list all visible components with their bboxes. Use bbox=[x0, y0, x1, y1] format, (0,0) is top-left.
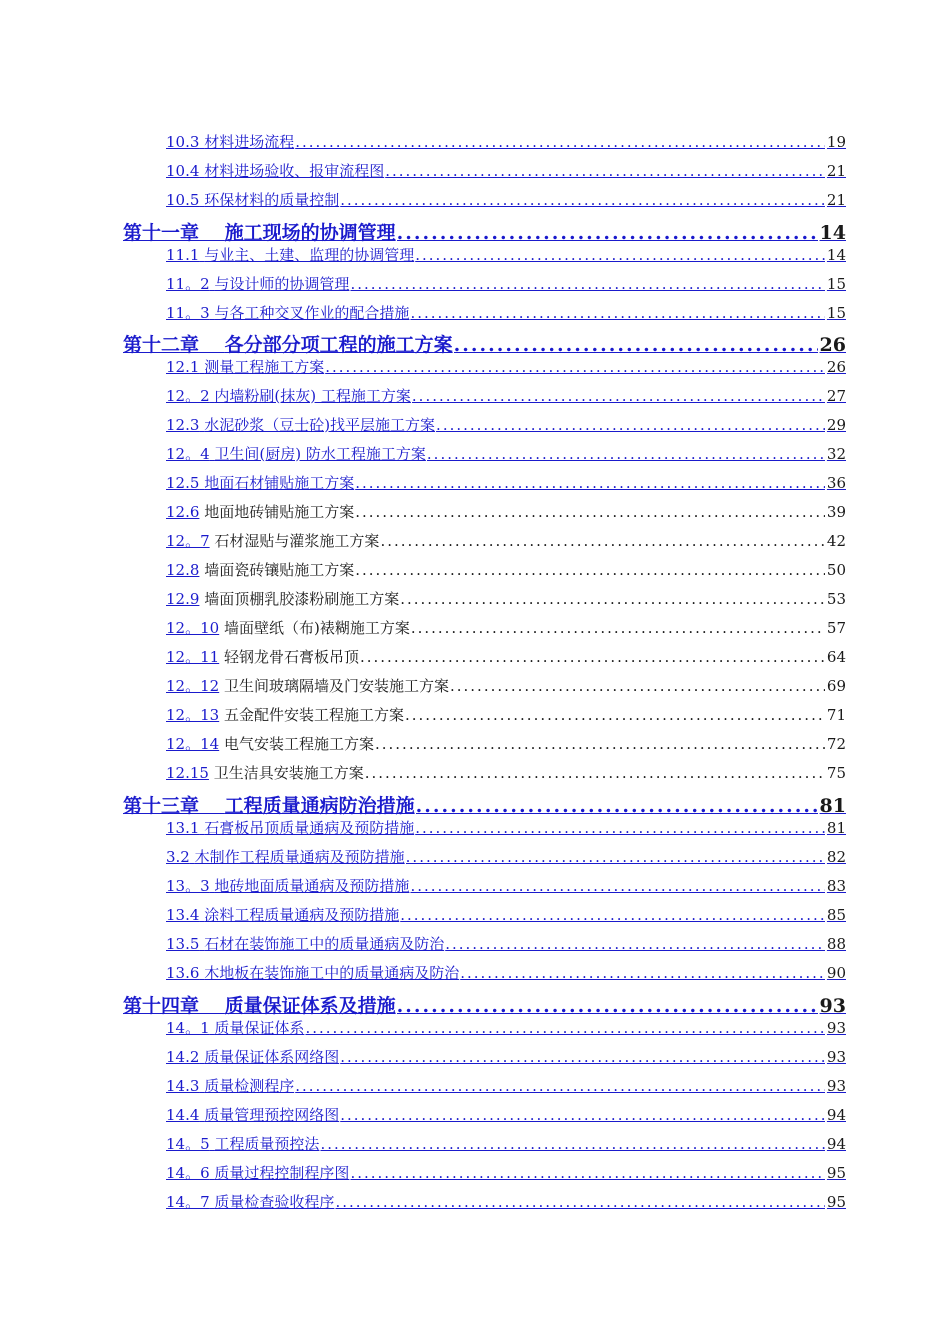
toc-page-number: 57 bbox=[826, 619, 846, 637]
toc-page-number: 72 bbox=[826, 735, 846, 753]
toc-entry-title bbox=[166, 1076, 294, 1096]
toc-page-number: 95 bbox=[826, 1193, 846, 1211]
toc-page-number: 26 bbox=[826, 358, 846, 376]
toc-section-entry[interactable] bbox=[166, 500, 846, 522]
dot-leader bbox=[380, 531, 824, 551]
toc-entry-number: 第十一章 bbox=[123, 222, 200, 244]
toc-entry-text: 与业主、土建、监理的协调管理 bbox=[204, 246, 415, 264]
toc-section-entry[interactable] bbox=[166, 587, 846, 609]
toc-page-number: 15 bbox=[826, 304, 846, 322]
toc-entry-title bbox=[166, 531, 379, 551]
toc-entry-number: 12。13 bbox=[166, 706, 220, 724]
toc-entry-text: 测量工程施工方案 bbox=[204, 358, 325, 376]
toc-page-number: 75 bbox=[826, 764, 846, 782]
dot-leader bbox=[436, 415, 825, 435]
toc-page-number: 83 bbox=[826, 877, 846, 895]
toc-section-entry[interactable] bbox=[166, 130, 846, 152]
dot-leader bbox=[340, 1105, 825, 1125]
toc-page-number: 15 bbox=[826, 275, 846, 293]
toc-entry-number: 3.2 bbox=[166, 848, 190, 866]
dot-leader bbox=[335, 1192, 824, 1212]
toc-entry-number: 12。12 bbox=[166, 677, 220, 695]
toc-entry-title bbox=[166, 705, 404, 725]
toc-entry-number: 13。3 bbox=[166, 877, 210, 895]
toc-entry-title bbox=[166, 647, 359, 667]
toc-entry-number: 13.5 bbox=[166, 935, 200, 953]
dot-leader bbox=[325, 357, 825, 377]
toc-page-number: 29 bbox=[826, 416, 846, 434]
toc-entry-text: 木地板在装饰施工中的质量通病及防治 bbox=[204, 964, 460, 982]
toc-entry-title bbox=[166, 303, 409, 323]
toc-page-number: 26 bbox=[819, 334, 846, 356]
toc-page-number: 93 bbox=[819, 995, 846, 1017]
toc-entry-number: 12。14 bbox=[166, 735, 220, 753]
toc-section-entry[interactable] bbox=[166, 413, 846, 435]
dot-leader bbox=[350, 1163, 824, 1183]
toc-section-entry[interactable] bbox=[166, 188, 846, 210]
dot-leader bbox=[415, 245, 825, 265]
toc-entry-number: 第十四章 bbox=[123, 995, 200, 1017]
toc-entry-text: 木制作工程质量通病及预防措施 bbox=[194, 848, 405, 866]
toc-entry-text: 卫生间(厨房) 防水工程施工方案 bbox=[214, 445, 426, 463]
toc-entry-number: 14。1 bbox=[166, 1019, 210, 1037]
toc-entry-number: 12.15 bbox=[166, 764, 209, 782]
toc-entry-title bbox=[166, 1192, 334, 1212]
toc-entry-text: 材料进场流程 bbox=[204, 133, 295, 151]
toc-entry-title bbox=[123, 794, 415, 818]
toc-section-entry[interactable] bbox=[166, 761, 846, 783]
dot-leader bbox=[365, 763, 825, 783]
toc-entry-title bbox=[166, 876, 409, 896]
toc-entry-text: 卫生洁具安装施工方案 bbox=[213, 764, 364, 782]
toc-entry-text: 地面石材铺贴施工方案 bbox=[204, 474, 355, 492]
toc-entry-text: 环保材料的质量控制 bbox=[204, 191, 340, 209]
toc-page-number: 69 bbox=[826, 677, 846, 695]
dot-leader bbox=[412, 386, 825, 406]
toc-section-entry[interactable] bbox=[166, 732, 846, 754]
toc-section-entry[interactable] bbox=[166, 816, 846, 838]
dot-leader bbox=[410, 303, 824, 323]
toc-entry-text: 水泥砂浆（豆士砼)找平层施工方案 bbox=[204, 416, 436, 434]
toc-entry-number: 12。2 bbox=[166, 387, 210, 405]
toc-entry-text: 轻钢龙骨石膏板吊顶 bbox=[223, 648, 359, 666]
toc-entry-title bbox=[123, 333, 453, 357]
dot-leader bbox=[415, 818, 825, 838]
toc-entry-title bbox=[166, 415, 435, 435]
toc-entry-text: 与设计师的协调管理 bbox=[214, 275, 350, 293]
toc-page-number: 42 bbox=[826, 532, 846, 550]
toc-entry-number: 14。6 bbox=[166, 1164, 210, 1182]
toc-entry-number: 12。7 bbox=[166, 532, 210, 550]
toc-page-number: 39 bbox=[826, 503, 846, 521]
dot-leader bbox=[450, 676, 825, 696]
toc-section-entry[interactable] bbox=[166, 674, 846, 696]
toc-page-number: 94 bbox=[826, 1106, 846, 1124]
toc-section-entry[interactable] bbox=[166, 1161, 846, 1183]
dot-leader bbox=[445, 934, 825, 954]
toc-entry-number: 12.5 bbox=[166, 474, 200, 492]
toc-chapter-entry[interactable] bbox=[123, 792, 846, 818]
toc-entry-title bbox=[166, 473, 354, 493]
toc-page-number: 64 bbox=[826, 648, 846, 666]
toc-entry-title bbox=[166, 502, 354, 522]
toc-entry-text: 材料进场验收、报审流程图 bbox=[204, 162, 385, 180]
dot-leader bbox=[305, 1018, 824, 1038]
toc-section-entry[interactable] bbox=[166, 159, 846, 181]
toc-page-number: 85 bbox=[826, 906, 846, 924]
toc-section-entry[interactable] bbox=[166, 243, 846, 265]
toc-page-number: 90 bbox=[826, 964, 846, 982]
toc-section-entry[interactable] bbox=[166, 874, 846, 896]
toc-section-entry[interactable] bbox=[166, 301, 846, 323]
toc-entry-text: 涂料工程质量通病及预防措施 bbox=[204, 906, 400, 924]
toc-chapter-entry[interactable] bbox=[123, 992, 846, 1018]
dot-leader bbox=[360, 647, 825, 667]
dot-leader bbox=[340, 1047, 825, 1067]
dot-leader bbox=[397, 221, 818, 245]
toc-entry-number: 14.2 bbox=[166, 1048, 200, 1066]
toc-entry-title bbox=[166, 560, 354, 580]
toc-section-entry[interactable] bbox=[166, 384, 846, 406]
toc-entry-title bbox=[166, 444, 426, 464]
toc-section-entry[interactable] bbox=[166, 903, 846, 925]
dot-leader bbox=[427, 444, 825, 464]
dot-leader bbox=[295, 132, 825, 152]
toc-entry-text: 质量保证体系网络图 bbox=[204, 1048, 340, 1066]
dot-leader bbox=[340, 190, 825, 210]
toc-entry-title bbox=[166, 934, 444, 954]
toc-entry-title bbox=[166, 1018, 304, 1038]
dot-leader bbox=[320, 1134, 824, 1154]
toc-page-number: 94 bbox=[826, 1135, 846, 1153]
toc-section-entry[interactable] bbox=[166, 442, 846, 464]
toc-entry-number: 13.6 bbox=[166, 964, 200, 982]
dot-leader bbox=[410, 876, 824, 896]
toc-entry-number: 11.1 bbox=[166, 246, 200, 264]
toc-entry-text: 工程质量预控法 bbox=[214, 1135, 320, 1153]
toc-entry-text: 与各工种交叉作业的配合措施 bbox=[214, 304, 410, 322]
toc-entry-title bbox=[123, 221, 396, 245]
toc-page-number: 93 bbox=[826, 1019, 846, 1037]
toc-entry-number: 12.6 bbox=[166, 503, 200, 521]
dot-leader bbox=[406, 847, 825, 867]
dot-leader bbox=[355, 502, 825, 522]
dot-leader bbox=[411, 618, 825, 638]
toc-entry-text: 质量检测程序 bbox=[204, 1077, 295, 1095]
toc-entry-title bbox=[166, 132, 294, 152]
toc-section-entry[interactable] bbox=[166, 558, 846, 580]
toc-entry-number: 11。2 bbox=[166, 275, 210, 293]
toc-section-entry[interactable] bbox=[166, 703, 846, 725]
toc-section-entry[interactable] bbox=[166, 932, 846, 954]
toc-entry-title bbox=[166, 245, 414, 265]
dot-leader bbox=[400, 589, 825, 609]
toc-page-number: 81 bbox=[819, 795, 846, 817]
toc-entry-number: 12。4 bbox=[166, 445, 210, 463]
toc-page-number: 14 bbox=[826, 246, 846, 264]
toc-entry-title bbox=[166, 1105, 339, 1125]
toc-page-number: 93 bbox=[826, 1077, 846, 1095]
toc-entry-number: 12。11 bbox=[166, 648, 220, 666]
toc-entry-number: 12.3 bbox=[166, 416, 200, 434]
toc-section-entry[interactable] bbox=[166, 616, 846, 638]
toc-entry-number: 12。10 bbox=[166, 619, 220, 637]
toc-entry-number: 13.4 bbox=[166, 906, 200, 924]
toc-page-number: 36 bbox=[826, 474, 846, 492]
toc-page-number: 27 bbox=[826, 387, 846, 405]
toc-section-entry[interactable] bbox=[166, 1132, 846, 1154]
toc-entry-number: 14。5 bbox=[166, 1135, 210, 1153]
toc-entry-number: 14.3 bbox=[166, 1077, 200, 1095]
toc-page-number: 82 bbox=[826, 848, 846, 866]
toc-entry-title bbox=[166, 1163, 349, 1183]
toc-entry-title bbox=[123, 994, 396, 1018]
toc-section-entry[interactable] bbox=[166, 529, 846, 551]
toc-entry-text: 质量检查验收程序 bbox=[214, 1193, 335, 1211]
toc-entry-text: 石膏板吊顶质量通病及预防措施 bbox=[204, 819, 415, 837]
toc-page-number: 93 bbox=[826, 1048, 846, 1066]
dot-leader bbox=[350, 274, 824, 294]
toc-page-number: 71 bbox=[826, 706, 846, 724]
toc-entry-title bbox=[166, 676, 449, 696]
toc-entry-number: 10.4 bbox=[166, 162, 200, 180]
toc-entry-number: 10.5 bbox=[166, 191, 200, 209]
toc-entry-number: 13.1 bbox=[166, 819, 200, 837]
toc-entry-number: 14.4 bbox=[166, 1106, 200, 1124]
toc-entry-title bbox=[166, 734, 374, 754]
toc-entry-title bbox=[166, 161, 384, 181]
toc-page-number: 21 bbox=[826, 162, 846, 180]
toc-page-number: 53 bbox=[826, 590, 846, 608]
toc-entry-number: 12.1 bbox=[166, 358, 200, 376]
toc-section-entry[interactable] bbox=[166, 1045, 846, 1067]
toc-entry-text: 地面地砖铺贴施工方案 bbox=[204, 503, 355, 521]
toc-entry-title bbox=[166, 847, 405, 867]
toc-section-entry[interactable] bbox=[166, 645, 846, 667]
toc-chapter-entry[interactable] bbox=[123, 331, 846, 357]
toc-page-number: 81 bbox=[826, 819, 846, 837]
toc-entry-text: 质量过程控制程序图 bbox=[214, 1164, 350, 1182]
dot-leader bbox=[416, 794, 818, 818]
toc-entry-title bbox=[166, 274, 349, 294]
toc-entry-title bbox=[166, 1047, 339, 1067]
toc-entry-title bbox=[166, 357, 324, 377]
dot-leader bbox=[295, 1076, 825, 1096]
toc-page-number: 95 bbox=[826, 1164, 846, 1182]
dot-leader bbox=[397, 994, 818, 1018]
toc-entry-text: 质量保证体系 bbox=[214, 1019, 305, 1037]
toc-entry-title bbox=[166, 818, 414, 838]
toc-entry-text: 施工现场的协调管理 bbox=[224, 222, 396, 244]
toc-section-entry[interactable] bbox=[166, 471, 846, 493]
toc-entry-text: 墙面瓷砖镶贴施工方案 bbox=[204, 561, 355, 579]
toc-entry-text: 石材湿贴与灌浆施工方案 bbox=[214, 532, 380, 550]
toc-entry-title bbox=[166, 905, 399, 925]
toc-entry-title bbox=[166, 763, 364, 783]
toc-page-number: 88 bbox=[826, 935, 846, 953]
toc-section-entry[interactable] bbox=[166, 355, 846, 377]
toc-entry-number: 第十三章 bbox=[123, 795, 200, 817]
toc-section-entry[interactable] bbox=[166, 1016, 846, 1038]
dot-leader bbox=[385, 161, 825, 181]
dot-leader bbox=[454, 333, 818, 357]
toc-entry-text: 石材在装饰施工中的质量通病及防治 bbox=[204, 935, 445, 953]
toc-page-number: 14 bbox=[819, 222, 846, 244]
toc-section-entry[interactable] bbox=[166, 845, 846, 867]
toc-entry-text: 工程质量通病防治措施 bbox=[224, 795, 415, 817]
toc-entry-text: 质量管理预控网络图 bbox=[204, 1106, 340, 1124]
toc-entry-title bbox=[166, 618, 410, 638]
toc-entry-title bbox=[166, 589, 399, 609]
dot-leader bbox=[355, 560, 825, 580]
toc-page-number: 21 bbox=[826, 191, 846, 209]
toc-entry-text: 墙面顶棚乳胶漆粉刷施工方案 bbox=[204, 590, 400, 608]
toc-entry-title bbox=[166, 386, 411, 406]
dot-leader bbox=[405, 705, 825, 725]
dot-leader bbox=[400, 905, 825, 925]
dot-leader bbox=[355, 473, 825, 493]
toc-entry-number: 12.9 bbox=[166, 590, 200, 608]
toc-entry-number: 11。3 bbox=[166, 304, 210, 322]
toc-entry-text: 质量保证体系及措施 bbox=[224, 995, 396, 1017]
toc-entry-number: 第十二章 bbox=[123, 334, 200, 356]
toc-entry-number: 12.8 bbox=[166, 561, 200, 579]
dot-leader bbox=[460, 963, 825, 983]
toc-entry-title bbox=[166, 1134, 319, 1154]
toc-section-entry[interactable] bbox=[166, 1190, 846, 1212]
toc-page-number: 50 bbox=[826, 561, 846, 579]
toc-entry-text: 电气安装工程施工方案 bbox=[223, 735, 374, 753]
toc-entry-text: 五金配件安装工程施工方案 bbox=[223, 706, 404, 724]
toc-chapter-entry[interactable] bbox=[123, 219, 846, 245]
toc-entry-title bbox=[166, 963, 459, 983]
dot-leader bbox=[375, 734, 825, 754]
toc-section-entry[interactable] bbox=[166, 1103, 846, 1125]
toc-entry-title bbox=[166, 190, 339, 210]
toc-section-entry[interactable] bbox=[166, 272, 846, 294]
toc-page-number: 32 bbox=[826, 445, 846, 463]
toc-entry-text: 卫生间玻璃隔墙及门安装施工方案 bbox=[223, 677, 449, 695]
toc-page-number: 19 bbox=[826, 133, 846, 151]
toc-entry-text: 各分部分项工程的施工方案 bbox=[224, 334, 453, 356]
toc-entry-text: 内墙粉刷(抹灰) 工程施工方案 bbox=[214, 387, 411, 405]
toc-section-entry[interactable] bbox=[166, 1074, 846, 1096]
toc-entry-number: 10.3 bbox=[166, 133, 200, 151]
toc-entry-text: 地砖地面质量通病及预防措施 bbox=[214, 877, 410, 895]
toc-entry-text: 墙面壁纸（布)裱糊施工方案 bbox=[223, 619, 410, 637]
toc-entry-number: 14。7 bbox=[166, 1193, 210, 1211]
toc-section-entry[interactable] bbox=[166, 961, 846, 983]
